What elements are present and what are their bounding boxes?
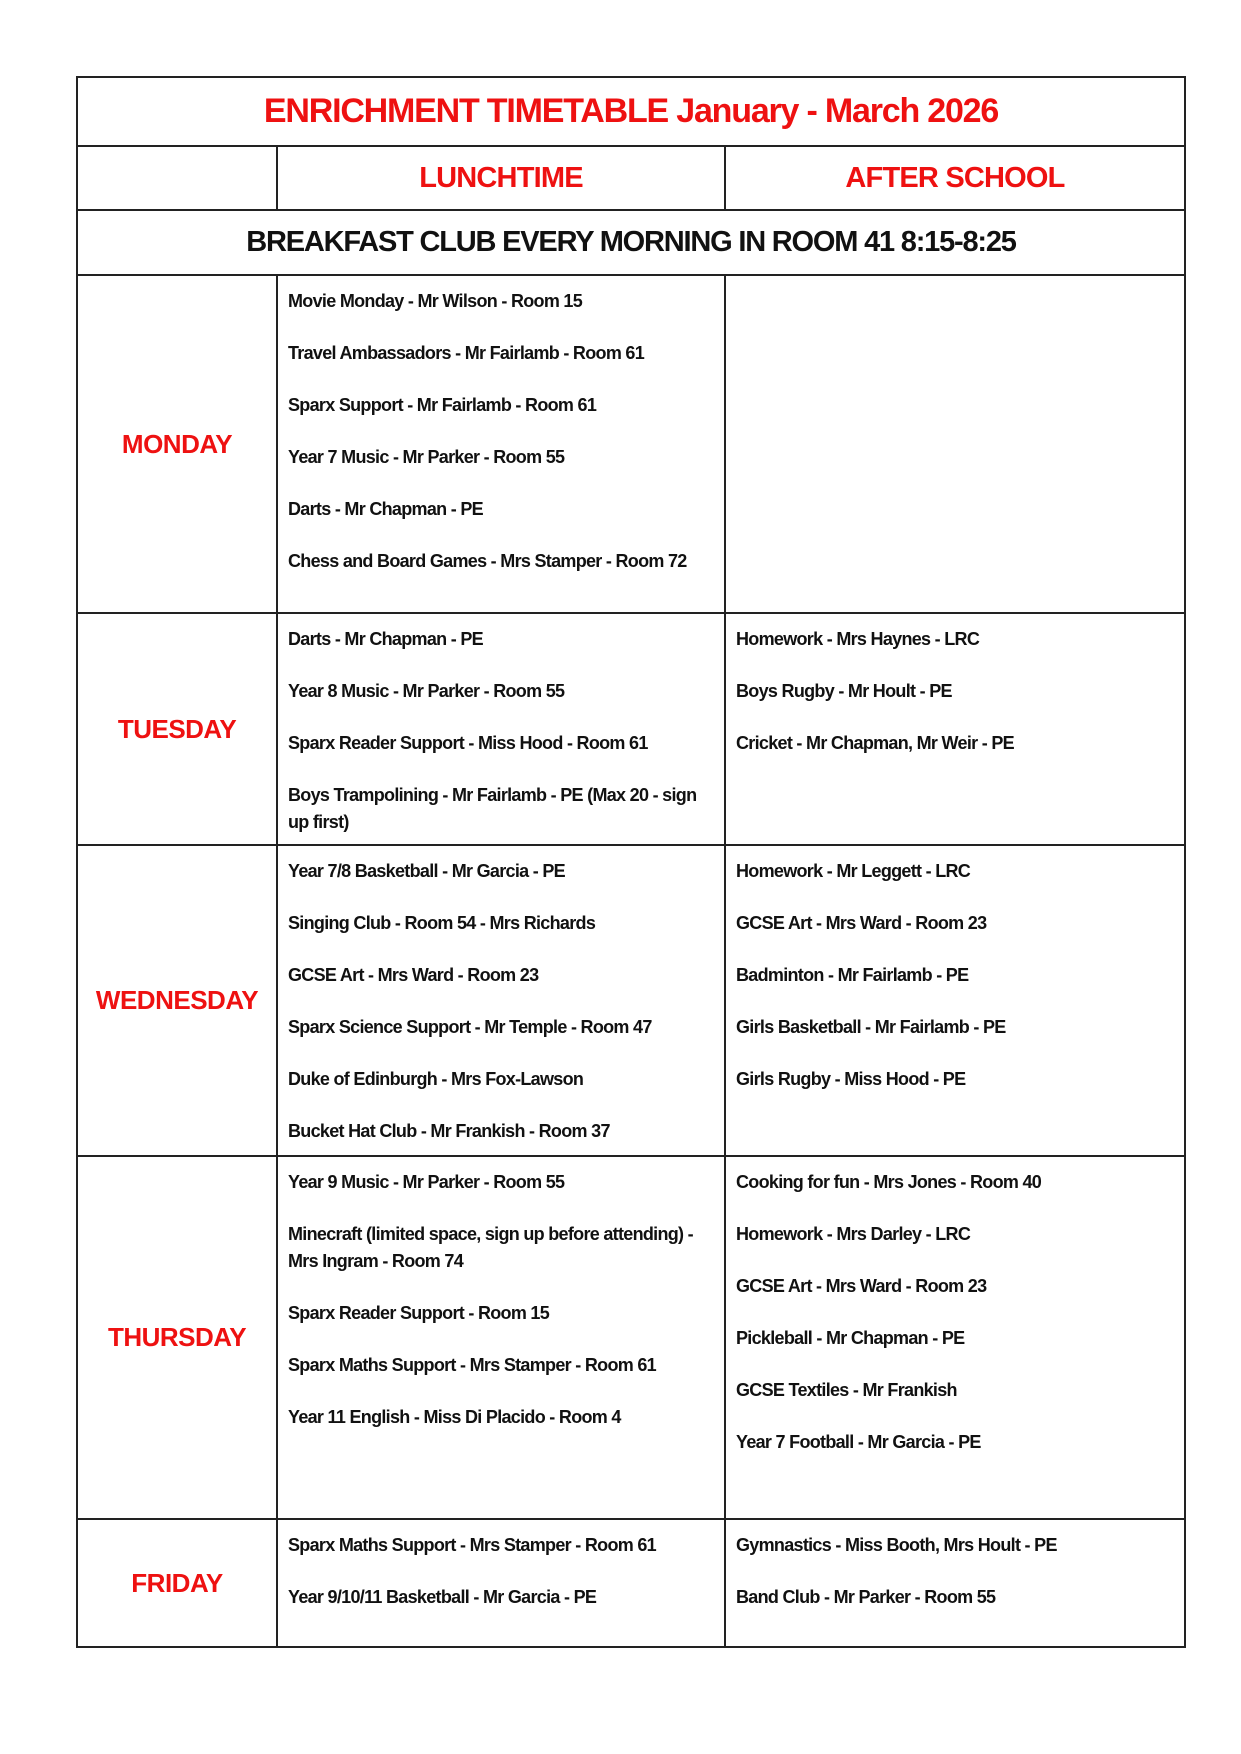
activity-item: GCSE Art - Mrs Ward - Room 23	[736, 913, 987, 933]
day-label: FRIDAY	[77, 1519, 277, 1647]
activity-item: Homework - Mrs Haynes - LRC	[736, 629, 980, 649]
day-row-wednesday	[77, 845, 1185, 1156]
day-label: MONDAY	[77, 275, 277, 613]
activity-item: Movie Monday - Mr Wilson - Room 15	[288, 291, 583, 311]
day-row-thursday	[77, 1156, 1185, 1519]
activity-item: Year 7 Music - Mr Parker - Room 55	[288, 447, 565, 467]
activity-item: Bucket Hat Club - Mr Frankish - Room 37	[288, 1121, 610, 1141]
activity-item: Boys Trampolining - Mr Fairlamb - PE (Max 20 - sign up first)	[288, 785, 697, 832]
empty-header-cell	[77, 146, 277, 210]
activity-item: Girls Rugby - Miss Hood - PE	[736, 1069, 966, 1089]
lunchtime-cell	[277, 845, 725, 1156]
lunchtime-cell	[277, 1156, 725, 1519]
activity-item: Sparx Reader Support - Room 15	[288, 1303, 550, 1323]
activity-item: Duke of Edinburgh - Mrs Fox-Lawson	[288, 1069, 584, 1089]
activity-item: Year 9/10/11 Basketball - Mr Garcia - PE	[288, 1587, 597, 1607]
activity-item: Sparx Maths Support - Mrs Stamper - Room 61	[288, 1355, 656, 1375]
timetable-title: ENRICHMENT TIMETABLE January - March 2026	[77, 77, 1185, 146]
lunchtime-cell	[277, 275, 725, 613]
activity-item: Year 7/8 Basketball - Mr Garcia - PE	[288, 861, 565, 881]
day-row-monday	[77, 275, 1185, 613]
day-row-tuesday	[77, 613, 1185, 845]
activity-item: Cricket - Mr Chapman, Mr Weir - PE	[736, 733, 1014, 753]
after-school-header: AFTER SCHOOL	[725, 146, 1185, 210]
activity-item: Year 8 Music - Mr Parker - Room 55	[288, 681, 565, 701]
activity-item: Girls Basketball - Mr Fairlamb - PE	[736, 1017, 1006, 1037]
activity-item: Sparx Science Support - Mr Temple - Room 47	[288, 1017, 652, 1037]
activity-item: GCSE Textiles - Mr Frankish	[736, 1380, 957, 1400]
activity-item: Homework - Mr Leggett - LRC	[736, 861, 971, 881]
day-label: WEDNESDAY	[77, 845, 277, 1156]
activity-item: Gymnastics - Miss Booth, Mrs Hoult - PE	[736, 1535, 1057, 1555]
activity-item: GCSE Art - Mrs Ward - Room 23	[736, 1276, 987, 1296]
lunchtime-cell	[277, 613, 725, 845]
activity-item: Year 7 Football - Mr Garcia - PE	[736, 1432, 981, 1452]
breakfast-club-banner: BREAKFAST CLUB EVERY MORNING IN ROOM 41 8:15-8:25	[77, 210, 1185, 275]
day-label: TUESDAY	[77, 613, 277, 845]
activity-item: Minecraft (limited space, sign up before attending) - Mrs Ingram - Room 74	[288, 1224, 693, 1271]
activity-item: Chess and Board Games - Mrs Stamper - Room 72	[288, 551, 687, 571]
activity-item: Travel Ambassadors - Mr Fairlamb - Room 61	[288, 343, 645, 363]
day-label: THURSDAY	[77, 1156, 277, 1519]
activity-item: Year 11 English - Miss Di Placido - Room 4	[288, 1407, 621, 1427]
activity-item: Sparx Maths Support - Mrs Stamper - Room 61	[288, 1535, 656, 1555]
enrichment-timetable	[76, 76, 1186, 1648]
day-row-friday	[77, 1519, 1185, 1647]
after-school-cell	[725, 845, 1185, 1156]
after-school-cell	[725, 1519, 1185, 1647]
activity-item: Sparx Reader Support - Miss Hood - Room 61	[288, 733, 648, 753]
lunchtime-cell	[277, 1519, 725, 1647]
after-school-cell	[725, 275, 1185, 613]
activity-item: Boys Rugby - Mr Hoult - PE	[736, 681, 952, 701]
activity-item: Badminton - Mr Fairlamb - PE	[736, 965, 969, 985]
after-school-cell	[725, 1156, 1185, 1519]
activity-item: Year 9 Music - Mr Parker - Room 55	[288, 1172, 565, 1192]
activity-item: Cooking for fun - Mrs Jones - Room 40	[736, 1172, 1042, 1192]
activity-item: Darts - Mr Chapman - PE	[288, 629, 483, 649]
after-school-cell	[725, 613, 1185, 845]
activity-item: Homework - Mrs Darley - LRC	[736, 1224, 971, 1244]
activity-item: Darts - Mr Chapman - PE	[288, 499, 483, 519]
activity-item: Sparx Support - Mr Fairlamb - Room 61	[288, 395, 597, 415]
activity-item: Pickleball - Mr Chapman - PE	[736, 1328, 965, 1348]
activity-item: GCSE Art - Mrs Ward - Room 23	[288, 965, 539, 985]
lunchtime-header: LUNCHTIME	[277, 146, 725, 210]
activity-item: Singing Club - Room 54 - Mrs Richards	[288, 913, 596, 933]
activity-item: Band Club - Mr Parker - Room 55	[736, 1587, 996, 1607]
